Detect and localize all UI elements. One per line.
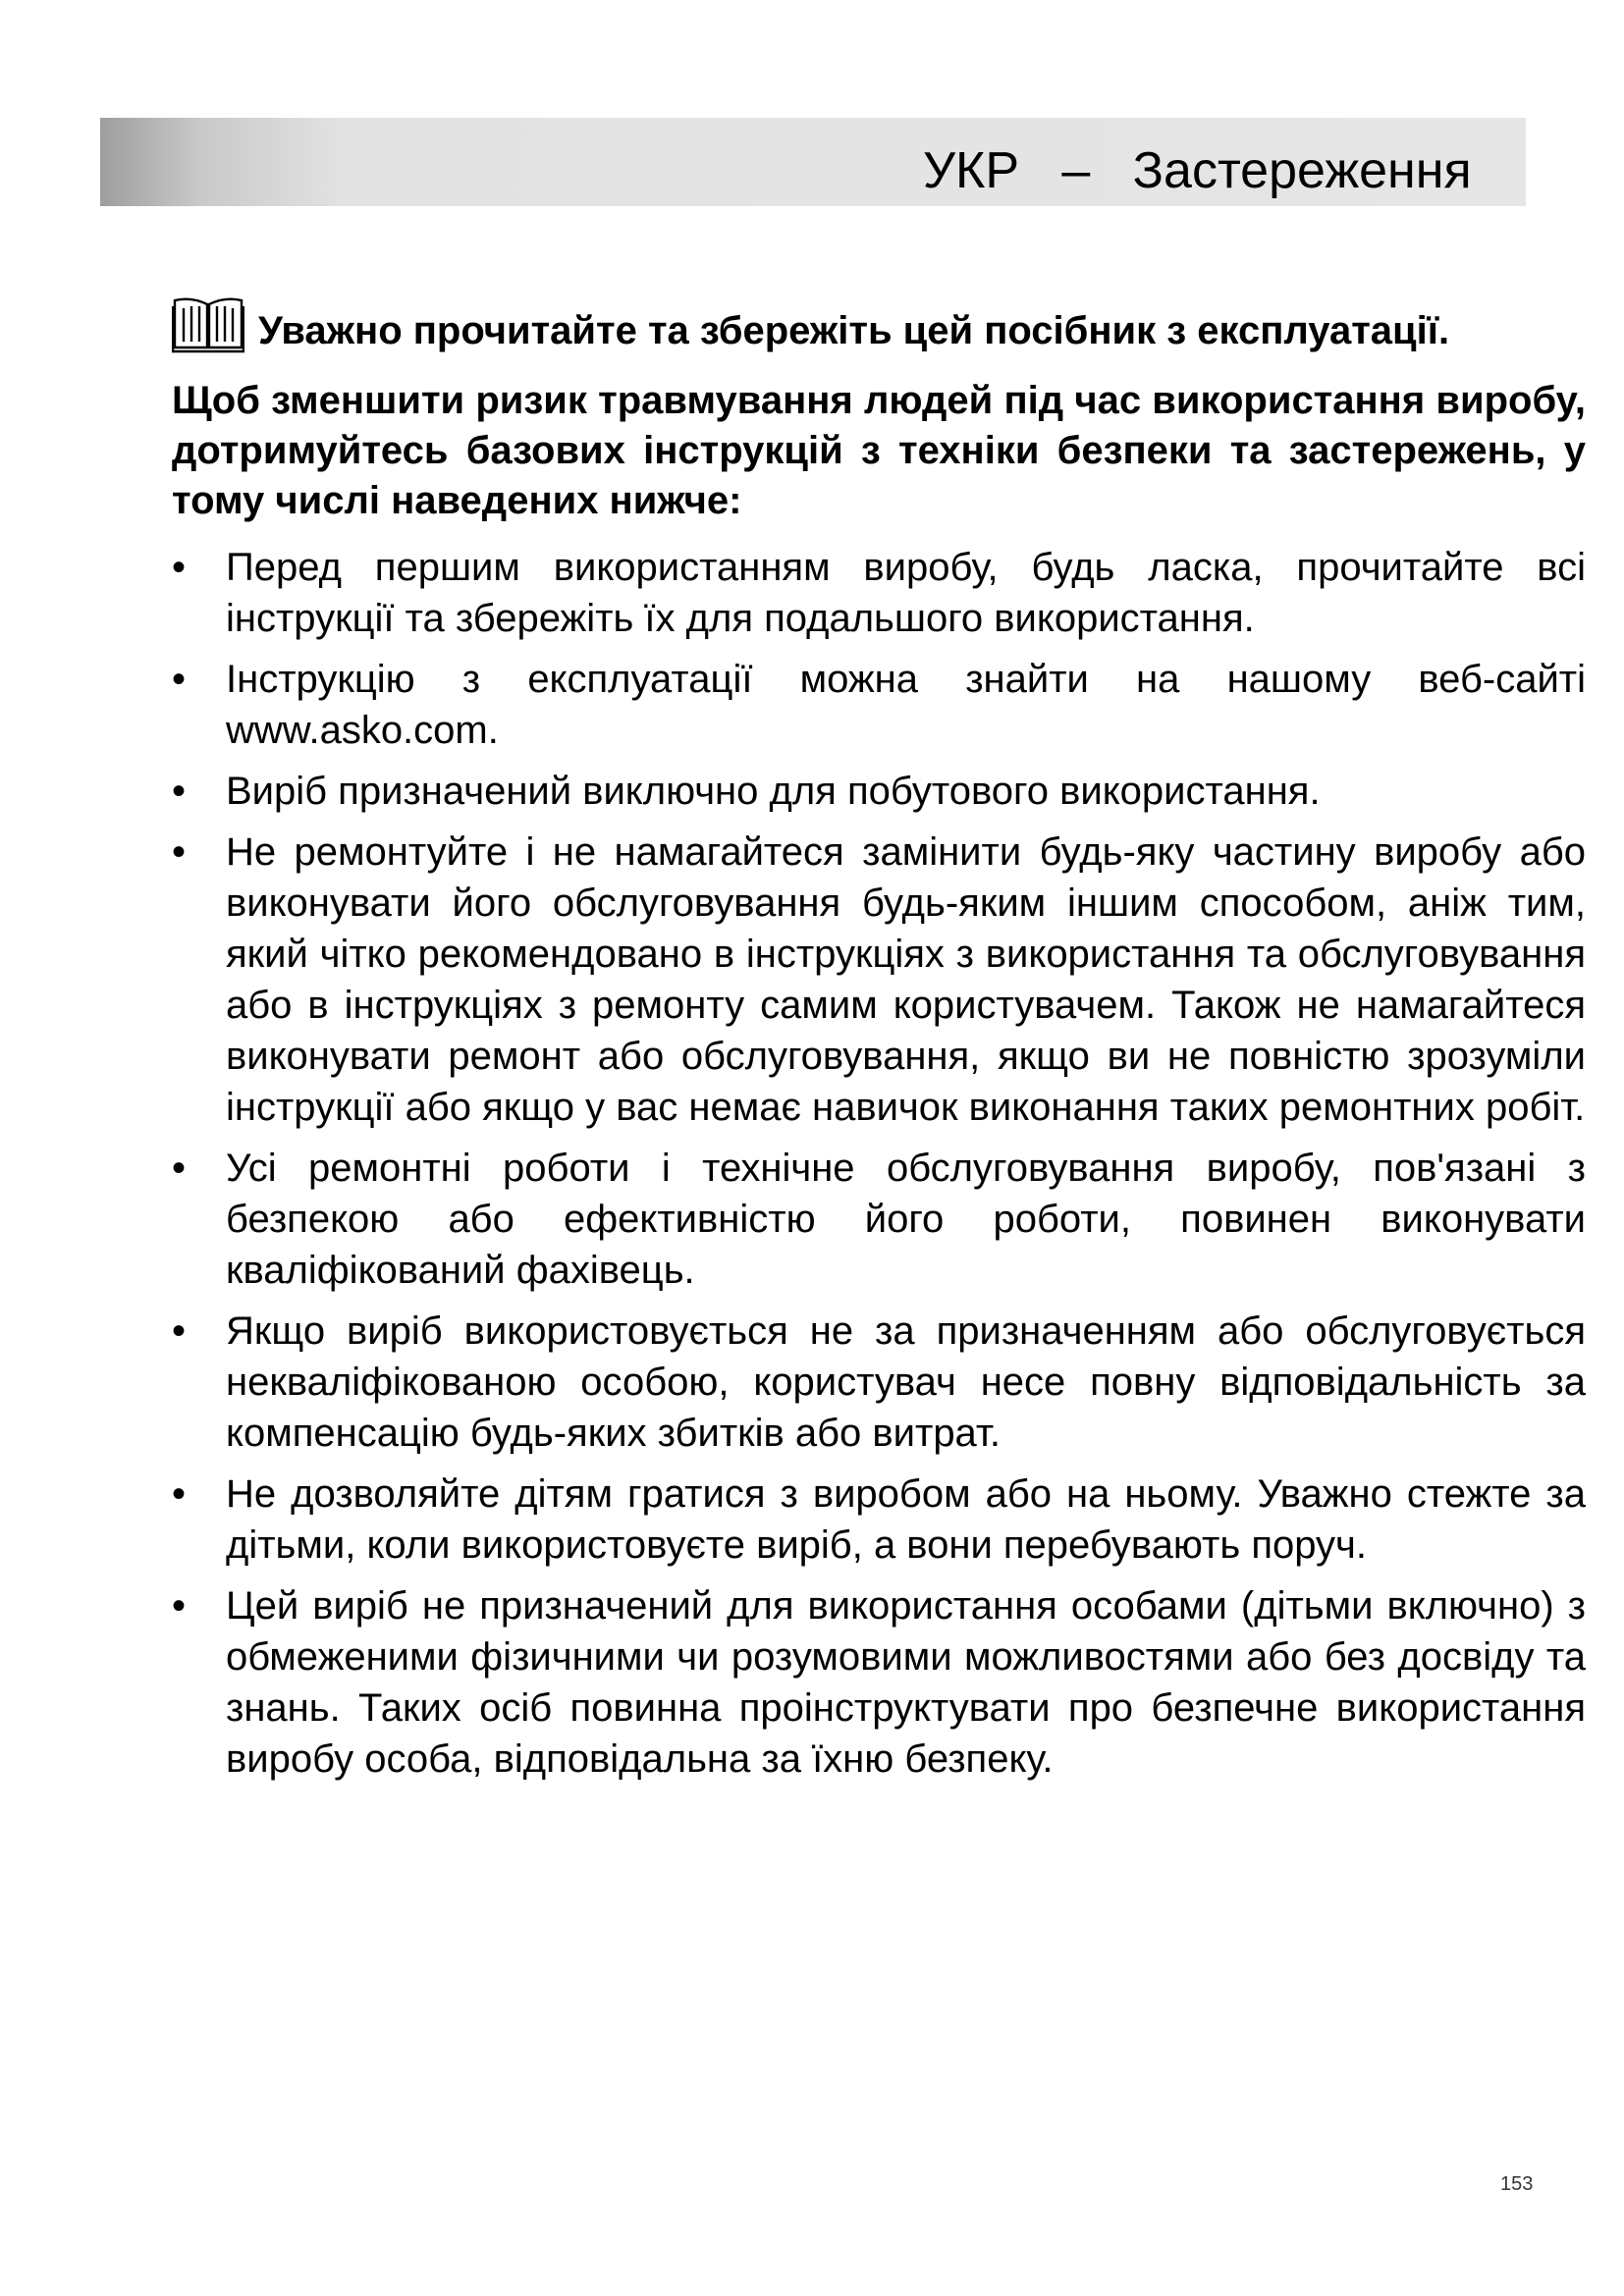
list-item-text: Не ремонтуйте і не намагайтеся замінити будь-яку частину виробу або виконувати його обслуговування будь-яким іншим способом, аніж тим, який чітко рекомендовано в інструкціях з використання та обслуговування або в інструкціях з ремонту самим користувачем. Також не намагайтеся виконувати ремонт або обслуговування, якщо ви не повністю зрозуміли інструкції або якщо у вас немає навичок виконання таких ремонтних робіт. [226,830,1586,1129]
list-item [172,827,1586,1133]
list-item [172,1580,1586,1785]
bullet-icon: • [172,1147,187,1190]
safety-list [172,542,1586,1785]
list-item [172,1143,1586,1296]
read-manual-text: Уважно прочитайте та збережіть цей посібник з експлуатації. [258,309,1450,352]
list-item [172,1306,1586,1459]
list-item-text: Усі ремонтні роботи і технічне обслуговування виробу, пов'язані з безпекою або ефективністю його роботи, повинен виконувати кваліфікований фахівець. [226,1147,1586,1292]
bullet-icon: • [172,830,187,874]
list-item [172,542,1586,644]
bullet-icon: • [172,1472,187,1516]
manual-book-icon [172,294,244,355]
read-manual-paragraph [172,294,1586,356]
list-item-text: Цей виріб не призначений для використання особами (дітьми включно) з обмеженими фізичними чи розумовими можливостями або без досвіду та знань. Таких осіб повинна проінструктувати про безпечне використання виробу особа, відповідальна за їхню безпеку. [226,1584,1586,1781]
bullet-icon: • [172,658,187,701]
list-item-text: Виріб призначений виключно для побутового використання. [226,770,1321,813]
risk-warning-paragraph: Щоб зменшити ризик травмування людей під час використання виробу, дотримуйтесь базових інструкцій з техніки безпеки та застережень, у тому числі наведених нижче: [172,379,1586,522]
list-item-text: Інструкцію з експлуатації можна знайти на нашому веб-сайті www.asko.com. [226,658,1586,752]
list-item [172,654,1586,756]
list-item-text: Перед першим використанням виробу, будь ласка, прочитайте всі інструкції та збережіть їх для подальшого використання. [226,546,1586,640]
page-number: 153 [1500,2173,1534,2195]
list-item-text: Не дозволяйте дітям гратися з виробом або на ньому. Уважно стежте за дітьми, коли використовуєте виріб, а вони перебувають поруч. [226,1472,1586,1567]
intro-block [172,294,1586,526]
list-item-text: Якщо виріб використовується не за призначенням або обслуговується некваліфікованою особою, користувач несе повну відповідальність за компенсацію будь-яких збитків або витрат. [226,1309,1586,1455]
bullet-icon: • [172,770,187,813]
page-header-title: УКР – Застереження [923,142,1472,199]
list-item [172,766,1586,817]
bullet-icon: • [172,546,187,589]
page-content [172,294,1586,1794]
list-item [172,1468,1586,1571]
bullet-icon: • [172,1584,187,1628]
bullet-icon: • [172,1309,187,1353]
